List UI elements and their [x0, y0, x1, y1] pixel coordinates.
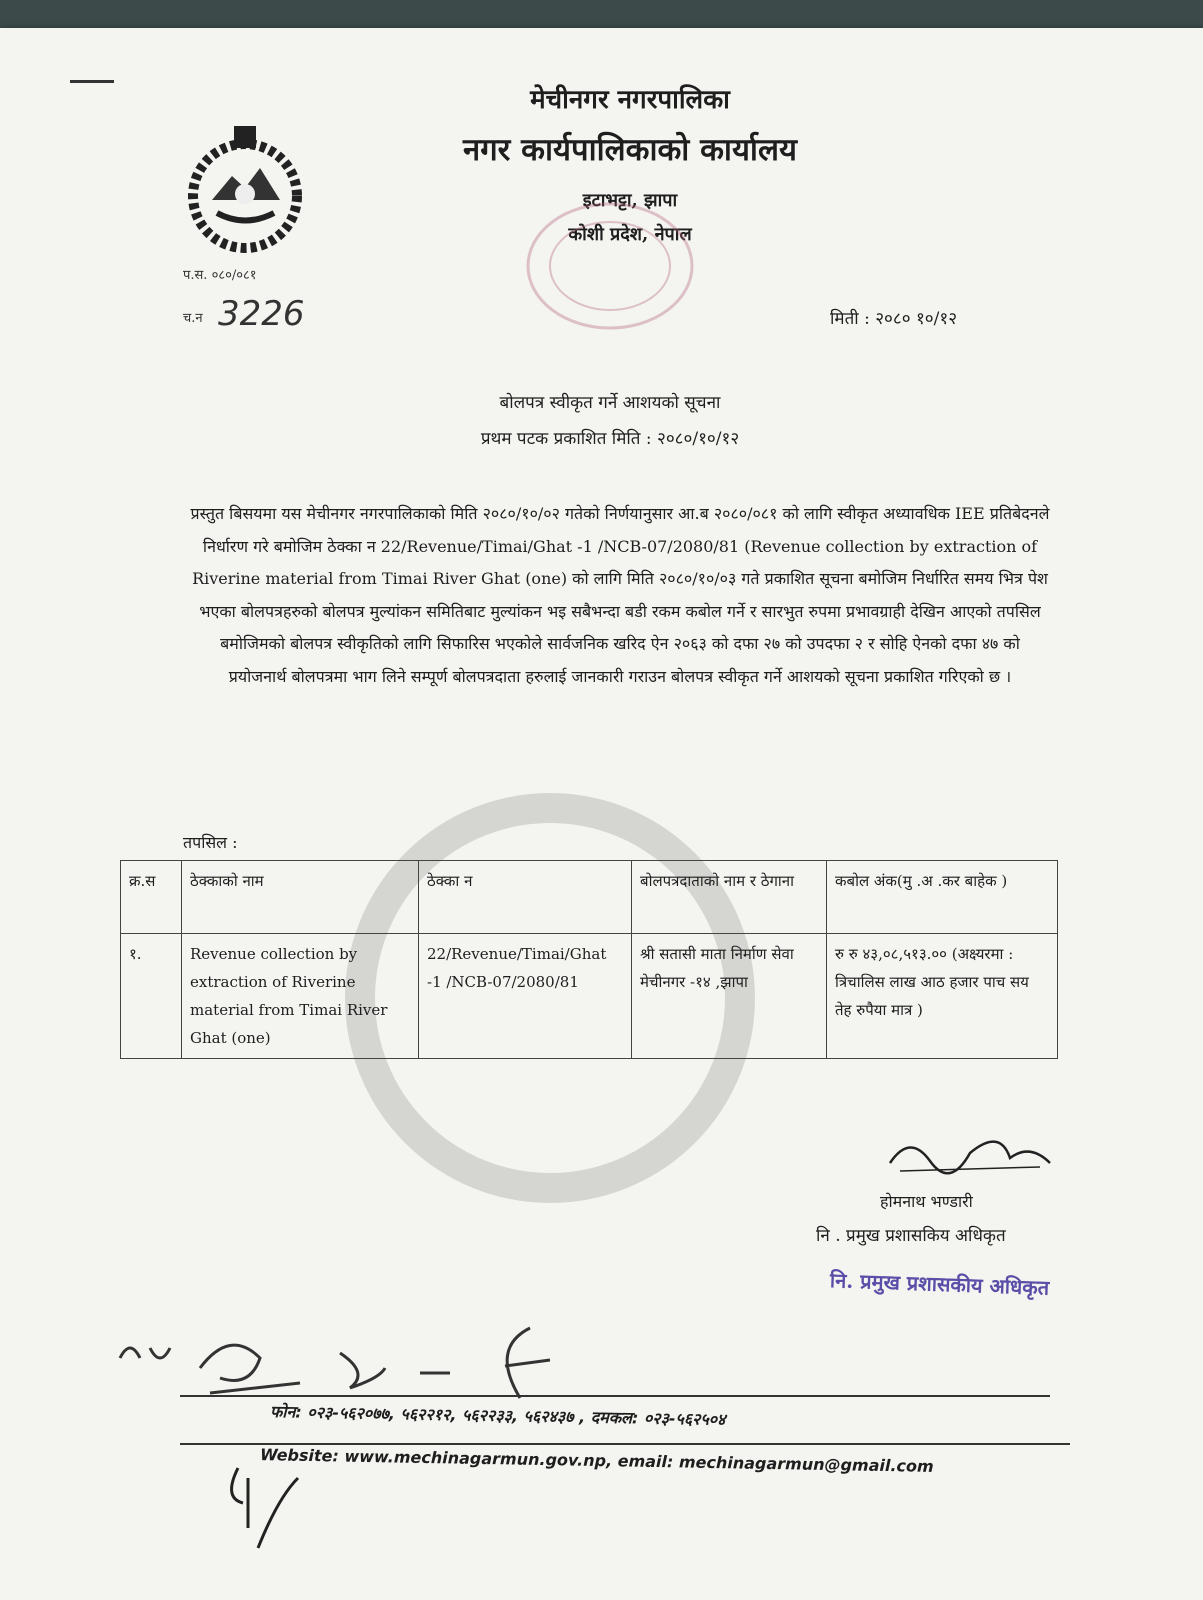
- table-row: [121, 934, 1058, 1059]
- chalani-number: 3226: [218, 294, 305, 334]
- municipality-name: मेचीनगर नगरपालिका: [530, 85, 730, 115]
- cell-bid-amount: रु रु ४३,०८,५१३.०० (अक्ष्यरमा : त्रिचालिस लाख आठ हजार पाच सय तेह रुपैया मात्र ): [827, 934, 1058, 1059]
- col-header-bidder: बोलपत्रदाताको नाम र ठेगाना: [632, 861, 827, 934]
- cell-contract-no: 22/Revenue/Timai/Ghat -1 /NCB-07/2080/81: [419, 934, 632, 1059]
- signatory-title: नि . प्रमुख प्रशासकिय अधिकृत: [816, 1226, 1006, 1246]
- footer-divider-bottom: [180, 1443, 1070, 1445]
- footer-website: Website: www.mechinagarmun.gov.np, email: mechinagarmun@gmail.com: [259, 1445, 934, 1476]
- notice-body: प्रस्तुत बिसयमा यस मेचीनगर नगरपालिकाको मिति २०८०/१०/०२ गतेको निर्णयानुसार आ.ब २०८०/०८१ को लागि स्वीकृत अध्यावधिक IEE प्रतिबेदनले निर्धारण गरे बमोजिम ठेक्का न 22/Revenue/Timai/Ghat -1 /NCB-07/2080/81 (Revenue collection by extraction of Riverine material from Timai River Ghat (one) को लागि मिति २०८०/१०/०३ गते प्रकाशित सूचना बमोजिम निर्धारित समय भित्र पेश भएका बोलपत्रहरुको बोलपत्र मुल्यांकन समितिबाट मुल्यांकन भइ सबैभन्दा बडी रकम कबोल गर्ने र सारभुत रुपमा प्रभावग्राही देखिन आएको तपसिल बमोजिमको बोलपत्र स्वीकृतिको लागि सिफारिस भएकोले सार्वजनिक खरिद ऐन २०६३ को दफा २७ को उपदफा २ र सोहि ऐनको दफा ४७ को प्रयोजनार्थ बोलपत्रमा भाग लिने सम्पूर्ण बोलपत्रदाता हरुलाई जानकारी गराउन बोलपत्र स्वीकृत गर्ने आशयको सूचना प्रकाशित गरिएको छ ।: [190, 504, 1050, 686]
- address-line-2: कोशी प्रदेश, नेपाल: [568, 224, 692, 245]
- document-sheet: [0, 28, 1203, 1600]
- signatory-name: होमनाथ भण्डारी: [880, 1192, 973, 1211]
- office-seal-stamp: [520, 196, 700, 336]
- office-name: नगर कार्यपालिकाको कार्यालय: [463, 132, 797, 168]
- tapasil-label: तपसिल :: [183, 833, 238, 852]
- col-header-contract-name: ठेक्काको नाम: [182, 861, 419, 934]
- notice-title: बोलपत्र स्वीकृत गर्ने आशयको सूचना: [499, 393, 721, 413]
- patra-sankhya: प.स. ०८०/०८१: [183, 268, 257, 283]
- col-header-contract-no: ठेक्का न: [419, 861, 632, 934]
- nepal-emblem-icon: [172, 118, 318, 264]
- footer-divider-top: [180, 1395, 1050, 1397]
- initials-mark: [218, 1458, 308, 1568]
- margin-dash: [70, 80, 114, 83]
- address-line-1: इटाभट्टा, झापा: [582, 190, 678, 211]
- designation-stamp: नि. प्रमुख प्रशासकीय अधिकृत: [829, 1268, 1050, 1300]
- chalani-label: च.न: [183, 311, 203, 326]
- publish-date: प्रथम पटक प्रकाशित मिति : २०८०/१०/१२: [480, 429, 740, 449]
- col-header-bid-amount: कबोल अंक(मु .अ .कर बाहेक ): [827, 861, 1058, 934]
- footer-phone: फोन: ०२३-५६२०७७, ५६२२१२, ५६२२३३, ५६२४३७ , दमकल: ०२३-५६२५०४: [269, 1402, 726, 1429]
- cell-sn: १.: [121, 934, 182, 1059]
- signature-mark: [880, 1123, 1060, 1183]
- bid-table: [120, 860, 1058, 1059]
- notice-date: मिती : २०८० १०/१२: [830, 309, 958, 329]
- cell-bidder: श्री सतासी माता निर्माण सेवा मेचीनगर -१४ ,झापा: [632, 934, 827, 1059]
- col-header-sn: क्र.स: [121, 861, 182, 934]
- table-header-row: [121, 861, 1058, 934]
- cell-contract-name: Revenue collection by extraction of Riverine material from Timai River Ghat (one): [182, 934, 419, 1059]
